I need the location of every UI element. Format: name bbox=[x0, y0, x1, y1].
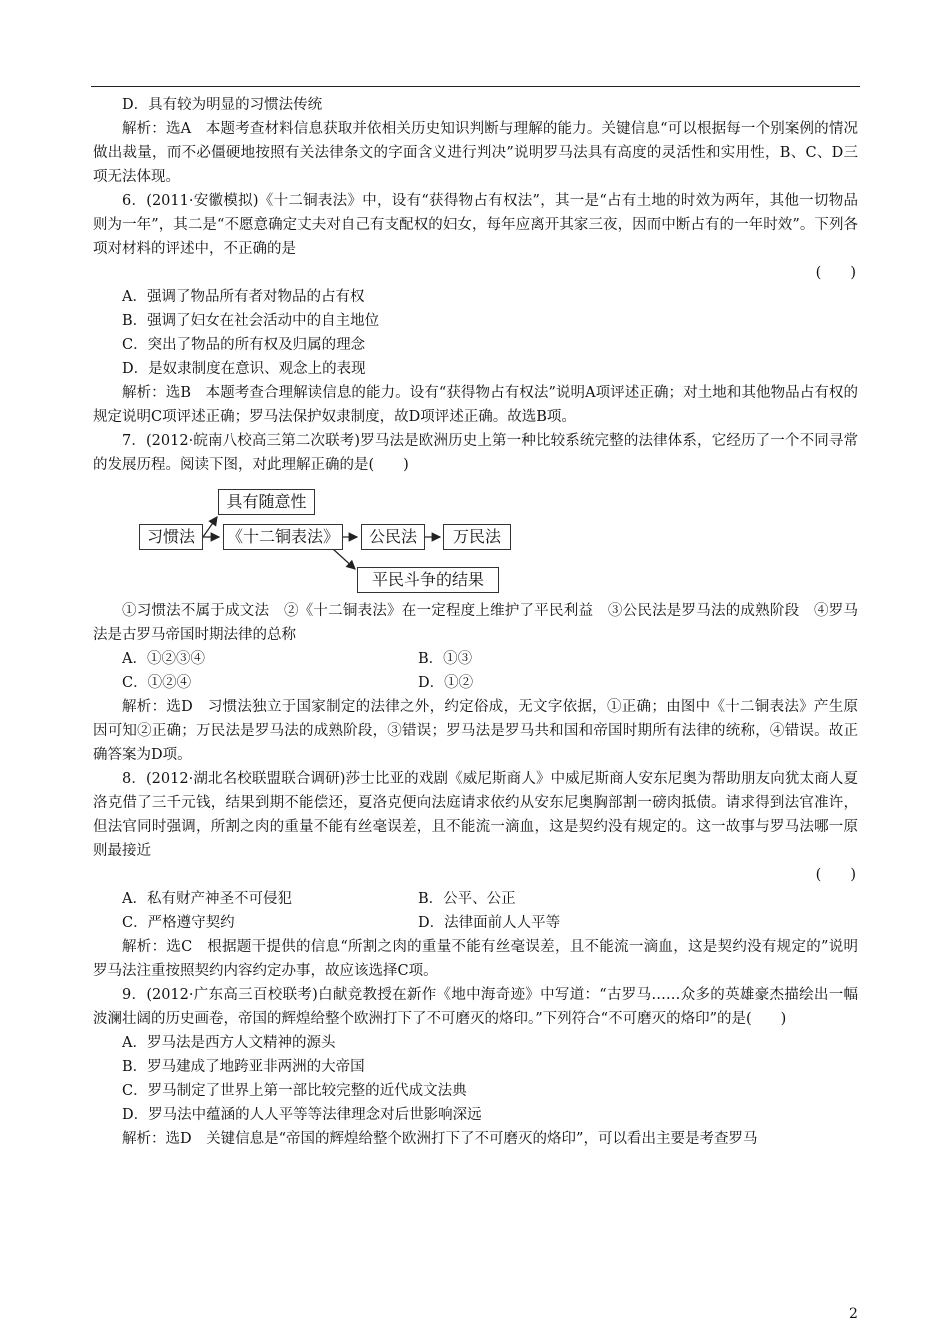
q7-stem: 7．(2012·皖南八校高三第二次联考)罗马法是欧洲历史上第一种比较系统完整的法律体系，它经历了一个不同寻常的发展历程。阅读下图，对此理解正确的是( ) bbox=[93, 433, 858, 473]
box-arbitrary: 具有随意性 bbox=[218, 489, 315, 515]
q8-option-a: A．私有财产神圣不可侵犯 bbox=[122, 891, 292, 907]
page-number: 2 bbox=[849, 1306, 858, 1322]
q8-option-c: C．严格遵守契约 bbox=[122, 915, 235, 931]
q6-stem: 6．(2011·安徽模拟)《十二铜表法》中，设有“获得物占有权法”，其一是“占有土地的时效为两年，其他一切物品则为一年”，其二是“不愿意确定丈夫对自己有支配权的妇女，每年应离开其家三夜，因而中断占有的一年时效”。下列各项对材料的评述中，不正确的是 bbox=[93, 193, 858, 257]
q6-analysis: 解析：选B 本题考查合理解读信息的能力。设有“获得物占有权法”说明A项评述正确；对土地和其他物品占有权的规定说明C项评述正确；罗马法保护奴隶制度，故D项评述正确。故选B项。 bbox=[93, 385, 858, 425]
q7-option-d: D．①② bbox=[418, 675, 474, 691]
q6-option-b: B．强调了妇女在社会活动中的自主地位 bbox=[122, 313, 380, 329]
q5-analysis: 解析：选A 本题考查材料信息获取并依相关历史知识判断与理解的能力。关键信息“可以根据每一个别案例的情况做出裁量，而不必僵硬地按照有关法律条文的字面含义进行判决”说明罗马法具有高度的灵活性和实用性，B、C、D三项无法体现。 bbox=[93, 121, 858, 185]
q7-option-b: B．①③ bbox=[418, 651, 473, 667]
q8-option-b: B．公平、公正 bbox=[418, 891, 516, 907]
q7-statements: ①习惯法不属于成文法 ②《十二铜表法》在一定程度上维护了平民利益 ③公民法是罗马法的成熟阶段 ④罗马法是古罗马帝国时期法律的总称 bbox=[93, 603, 858, 643]
header-rule bbox=[91, 86, 860, 87]
q9-option-d: D．罗马法中蕴涵的人人平等等法律理念对后世影响深远 bbox=[122, 1107, 482, 1123]
arrow-to-top bbox=[203, 517, 217, 537]
q8-answer-paren: ( ) bbox=[815, 867, 856, 883]
box-civil-law: 公民法 bbox=[361, 524, 425, 550]
q5-option-d: D．具有较为明显的习惯法传统 bbox=[122, 97, 323, 113]
q9-option-a: A．罗马法是西方人文精神的源头 bbox=[122, 1035, 336, 1051]
box-plebeian-struggle: 平民斗争的结果 bbox=[357, 567, 499, 593]
q7-option-c: C．①②④ bbox=[122, 675, 192, 691]
q8-options-row-1 bbox=[93, 887, 858, 911]
q9-analysis: 解析：选D 关键信息是“帝国的辉煌给整个欧洲打下了不可磨灭的烙印”，可以看出主要是考查罗马 bbox=[122, 1131, 758, 1147]
q9-stem: 9．(2012·广东高三百校联考)白献竞教授在新作《地中海奇迹》中写道：“古罗马……众多的英雄豪杰描绘出一幅波澜壮阔的历史画卷，帝国的辉煌给整个欧洲打下了不可磨灭的烙印。”下列符合“不可磨灭的烙印”的是( ) bbox=[93, 987, 858, 1027]
q6-option-a: A．强调了物品所有者对物品的占有权 bbox=[122, 289, 365, 305]
q7-analysis: 解析：选D 习惯法独立于国家制定的法律之外，约定俗成，无文字依据，①正确；由图中《十二铜表法》产生原因可知②正确；万民法是罗马法的成熟阶段，③错误；罗马法是罗马共和国和帝国时期所有法律的统称，④错误。故正确答案为D项。 bbox=[93, 699, 858, 763]
q7-option-a: A．①②③④ bbox=[122, 651, 205, 667]
roman-law-diagram bbox=[93, 481, 858, 598]
box-twelve-tables: 《十二铜表法》 bbox=[223, 524, 343, 550]
q9-option-c: C．罗马制定了世界上第一部比较完整的近代成文法典 bbox=[122, 1083, 467, 1099]
box-law-of-nations: 万民法 bbox=[443, 524, 511, 550]
arrow-to-bottom bbox=[333, 549, 355, 569]
q8-stem: 8．(2012·湖北名校联盟联合调研)莎士比亚的戏剧《威尼斯商人》中威尼斯商人安东尼奥为帮助朋友向犹太商人夏洛克借了三千元钱，结果到期不能偿还，夏洛克便向法庭请求依约从安东尼奥胸部割一磅肉抵债。请求得到法官准许，但法官同时强调，所割之肉的重量不能有丝毫误差，且不能流一滴血，这是契约没有规定的。这一故事与罗马法哪一原则最接近 bbox=[93, 771, 858, 859]
q8-analysis: 解析：选C 根据题干提供的信息“所割之肉的重量不能有丝毫误差，且不能流一滴血，这是契约没有规定的”说明罗马法注重按照契约内容约定办事，故应该选择C项。 bbox=[93, 939, 858, 979]
q7-options-row-2 bbox=[93, 671, 858, 695]
box-customary-law: 习惯法 bbox=[139, 524, 203, 550]
q8-options-row-2 bbox=[93, 911, 858, 935]
q6-answer-paren: ( ) bbox=[815, 265, 856, 281]
q8-option-d: D．法律面前人人平等 bbox=[418, 915, 561, 931]
q6-option-c: C．突出了物品的所有权及归属的理念 bbox=[122, 337, 366, 353]
q6-option-d: D．是奴隶制度在意识、观念上的表现 bbox=[122, 361, 366, 377]
q9-option-b: B．罗马建成了地跨亚非两洲的大帝国 bbox=[122, 1059, 365, 1075]
page-content bbox=[93, 93, 858, 1151]
q7-options-row-1 bbox=[93, 647, 858, 671]
